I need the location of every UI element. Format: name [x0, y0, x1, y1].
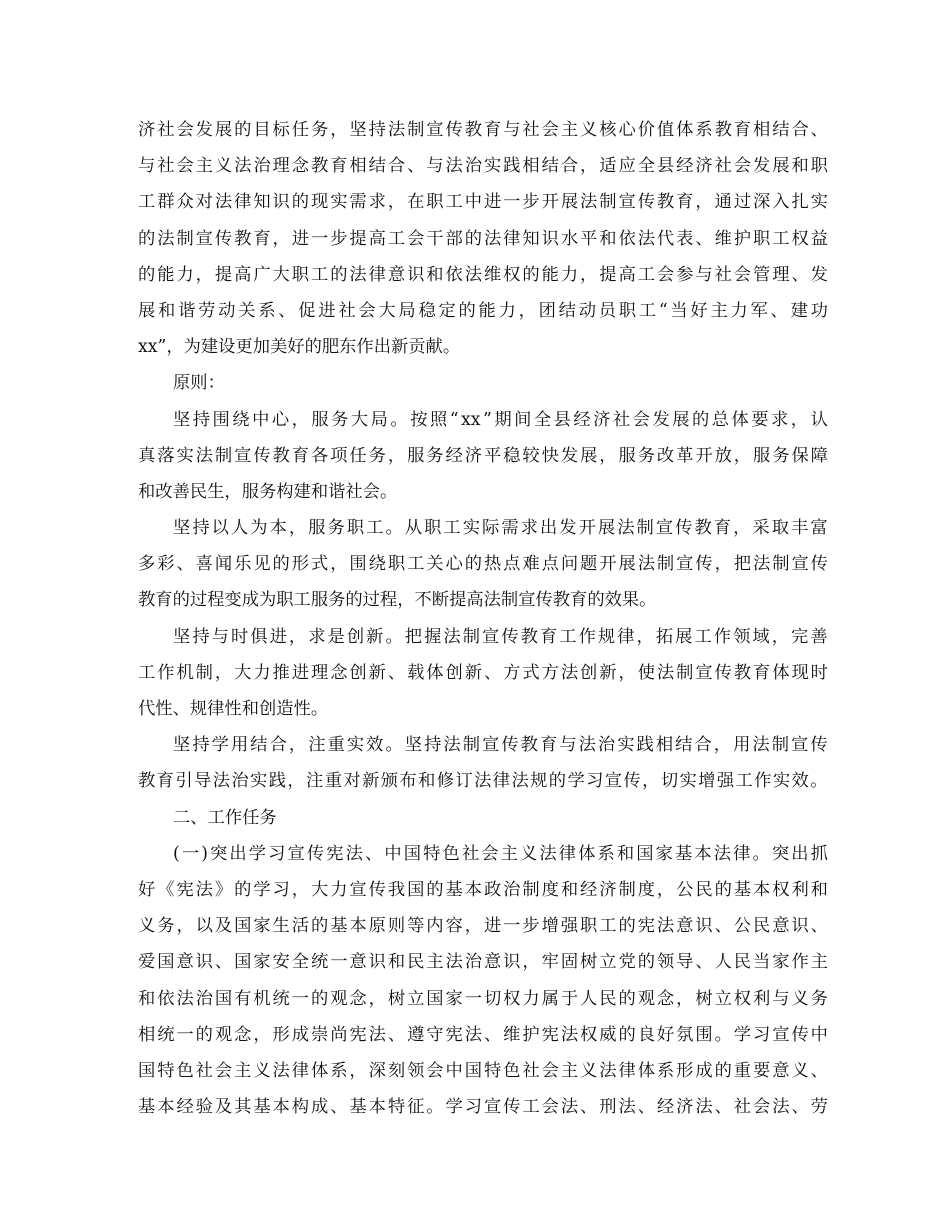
text-line: 和改善民生，服务构建和谐社会。: [138, 481, 398, 502]
text-line: 相 统 一 的 观 念 ， 形 成 崇 尚 宪 法 、 遵 守 宪 法 、 维 护 宪 法 权 威 的 良 好 氛 围 。 学 习 宣 传 中: [138, 1024, 828, 1045]
text-line: 工 群 众 对 法 律 知 识 的 现 实 需 求 ， 在 职 工 中 进 一 步 开 展 法 制 宣 传 教 育 ， 通 过 深 入 扎 实: [138, 192, 828, 213]
text-line: 爱 国 意 识 、 国 家 安 全 统 一 意 识 和 民 主 法 治 意 识 ， 牢 固 树 立 党 的 领 导 、 人 民 当 家 作 主: [138, 952, 828, 973]
text-line: 的 能 力 ， 提 高 广 大 职 工 的 法 律 意 识 和 依 法 维 权 的 能 力 ， 提 高 工 会 参 与 社 会 管 理 、 发: [138, 264, 828, 285]
text-line: 教育的过程变成为职工服务的过程，不断提高法制宣传教育的效果。: [138, 590, 657, 611]
text-line: 真 落 实 法 制 宣 传 教 育 各 项 任 务 ， 服 务 经 济 平 稳 较 快 发 展 ， 服 务 改 革 开 放 ， 服 务 保 障: [138, 445, 828, 466]
text-line: 坚 持 围 绕 中 心 ， 服 务 大 局 。 按 照 “ xx ” 期 间 全 县 经 济 社 会 发 展 的 总 体 要 求 ， 认: [173, 409, 828, 430]
document-body: [138, 112, 828, 1125]
text-line: 坚 持 与 时 俱 进 ， 求 是 创 新 。 把 握 法 制 宣 传 教 育 工 作 规 律 ， 拓 展 工 作 领 域 ， 完 善: [173, 626, 828, 647]
text-line: 代性、规律性和创造性。: [138, 699, 329, 719]
text-line: 原则：: [173, 373, 225, 394]
text-line: 坚 持 以 人 为 本 ， 服 务 职 工 。 从 职 工 实 际 需 求 出 发 开 展 法 制 宣 传 教 育 ， 采 取 丰 富: [173, 518, 828, 539]
text-line: 教 育 引 导 法 治 实 践 ， 注 重 对 新 颁 布 和 修 订 法 律 法 规 的 学 习 宣 传 ， 切 实 增 强 工 作 实 效 。: [138, 771, 828, 792]
text-line: 的 法 制 宣 传 教 育 ， 进 一 步 提 高 工 会 干 部 的 法 律 知 识 水 平 和 依 法 代 表 、 维 护 职 工 权 益: [138, 228, 828, 249]
text-line: 多 彩 、 喜 闻 乐 见 的 形 式 ， 围 绕 职 工 关 心 的 热 点 难 点 问 题 开 展 法 制 宣 传 ， 把 法 制 宣 传: [138, 554, 828, 575]
text-line: 济 社 会 发 展 的 目 标 任 务 ， 坚 持 法 制 宣 传 教 育 与 社 会 主 义 核 心 价 值 体 系 教 育 相 结 合 、: [138, 120, 828, 140]
text-line: 和 依 法 治 国 有 机 统 一 的 观 念 ， 树 立 国 家 一 切 权 力 属 于 人 民 的 观 念 ， 树 立 权 利 与 义 务: [138, 988, 828, 1009]
text-line: 坚 持 学 用 结 合 ， 注 重 实 效 。 坚 持 法 制 宣 传 教 育 与 法 治 实 践 相 结 合 ， 用 法 制 宣 传: [173, 735, 828, 756]
text-line: 工 作 机 制 ， 大 力 推 进 理 念 创 新 、 载 体 创 新 、 方 式 方 法 创 新 ， 使 法 制 宣 传 教 育 体 现 时: [138, 662, 828, 683]
text-line: 好 《 宪 法 》 的 学 习 ， 大 力 宣 传 我 国 的 基 本 政 治 制 度 和 经 济 制 度 ， 公 民 的 基 本 权 利 和: [138, 879, 828, 900]
text-line: 基 本 经 验 及 其 基 本 构 成 、 基 本 特 征 。 学 习 宣 传 工 会 法 、 刑 法 、 经 济 法 、 社 会 法 、 劳: [138, 1097, 828, 1118]
text-line: 二、工作任务: [173, 807, 277, 828]
text-line: 国 特 色 社 会 主 义 法 律 体 系 ， 深 刻 领 会 中 国 特 色 社 会 主 义 法 律 体 系 形 成 的 重 要 意 义 、: [138, 1060, 828, 1081]
text-line: ( 一 ) 突 出 学 习 宣 传 宪 法 、 中 国 特 色 社 会 主 义 法 律 体 系 和 国 家 基 本 法 律 。 突 出 抓: [173, 843, 828, 864]
text-line: 展 和 谐 劳 动 关 系 、 促 进 社 会 大 局 稳 定 的 能 力 ， 团 结 动 员 职 工 “ 当 好 主 力 军 、 建 功: [138, 300, 828, 321]
text-line: 义 务 ， 以 及 国 家 生 活 的 基 本 原 则 等 内 容 ， 进 一 步 增 强 职 工 的 宪 法 意 识 、 公 民 意 识 、: [138, 916, 828, 937]
text-line: xx”，为建设更加美好的肥东作出新贡献。: [138, 337, 461, 358]
text-line: 与 社 会 主 义 法 治 理 念 教 育 相 结 合 、 与 法 治 实 践 相 结 合 ， 适 应 全 县 经 济 社 会 发 展 和 职: [138, 156, 828, 177]
